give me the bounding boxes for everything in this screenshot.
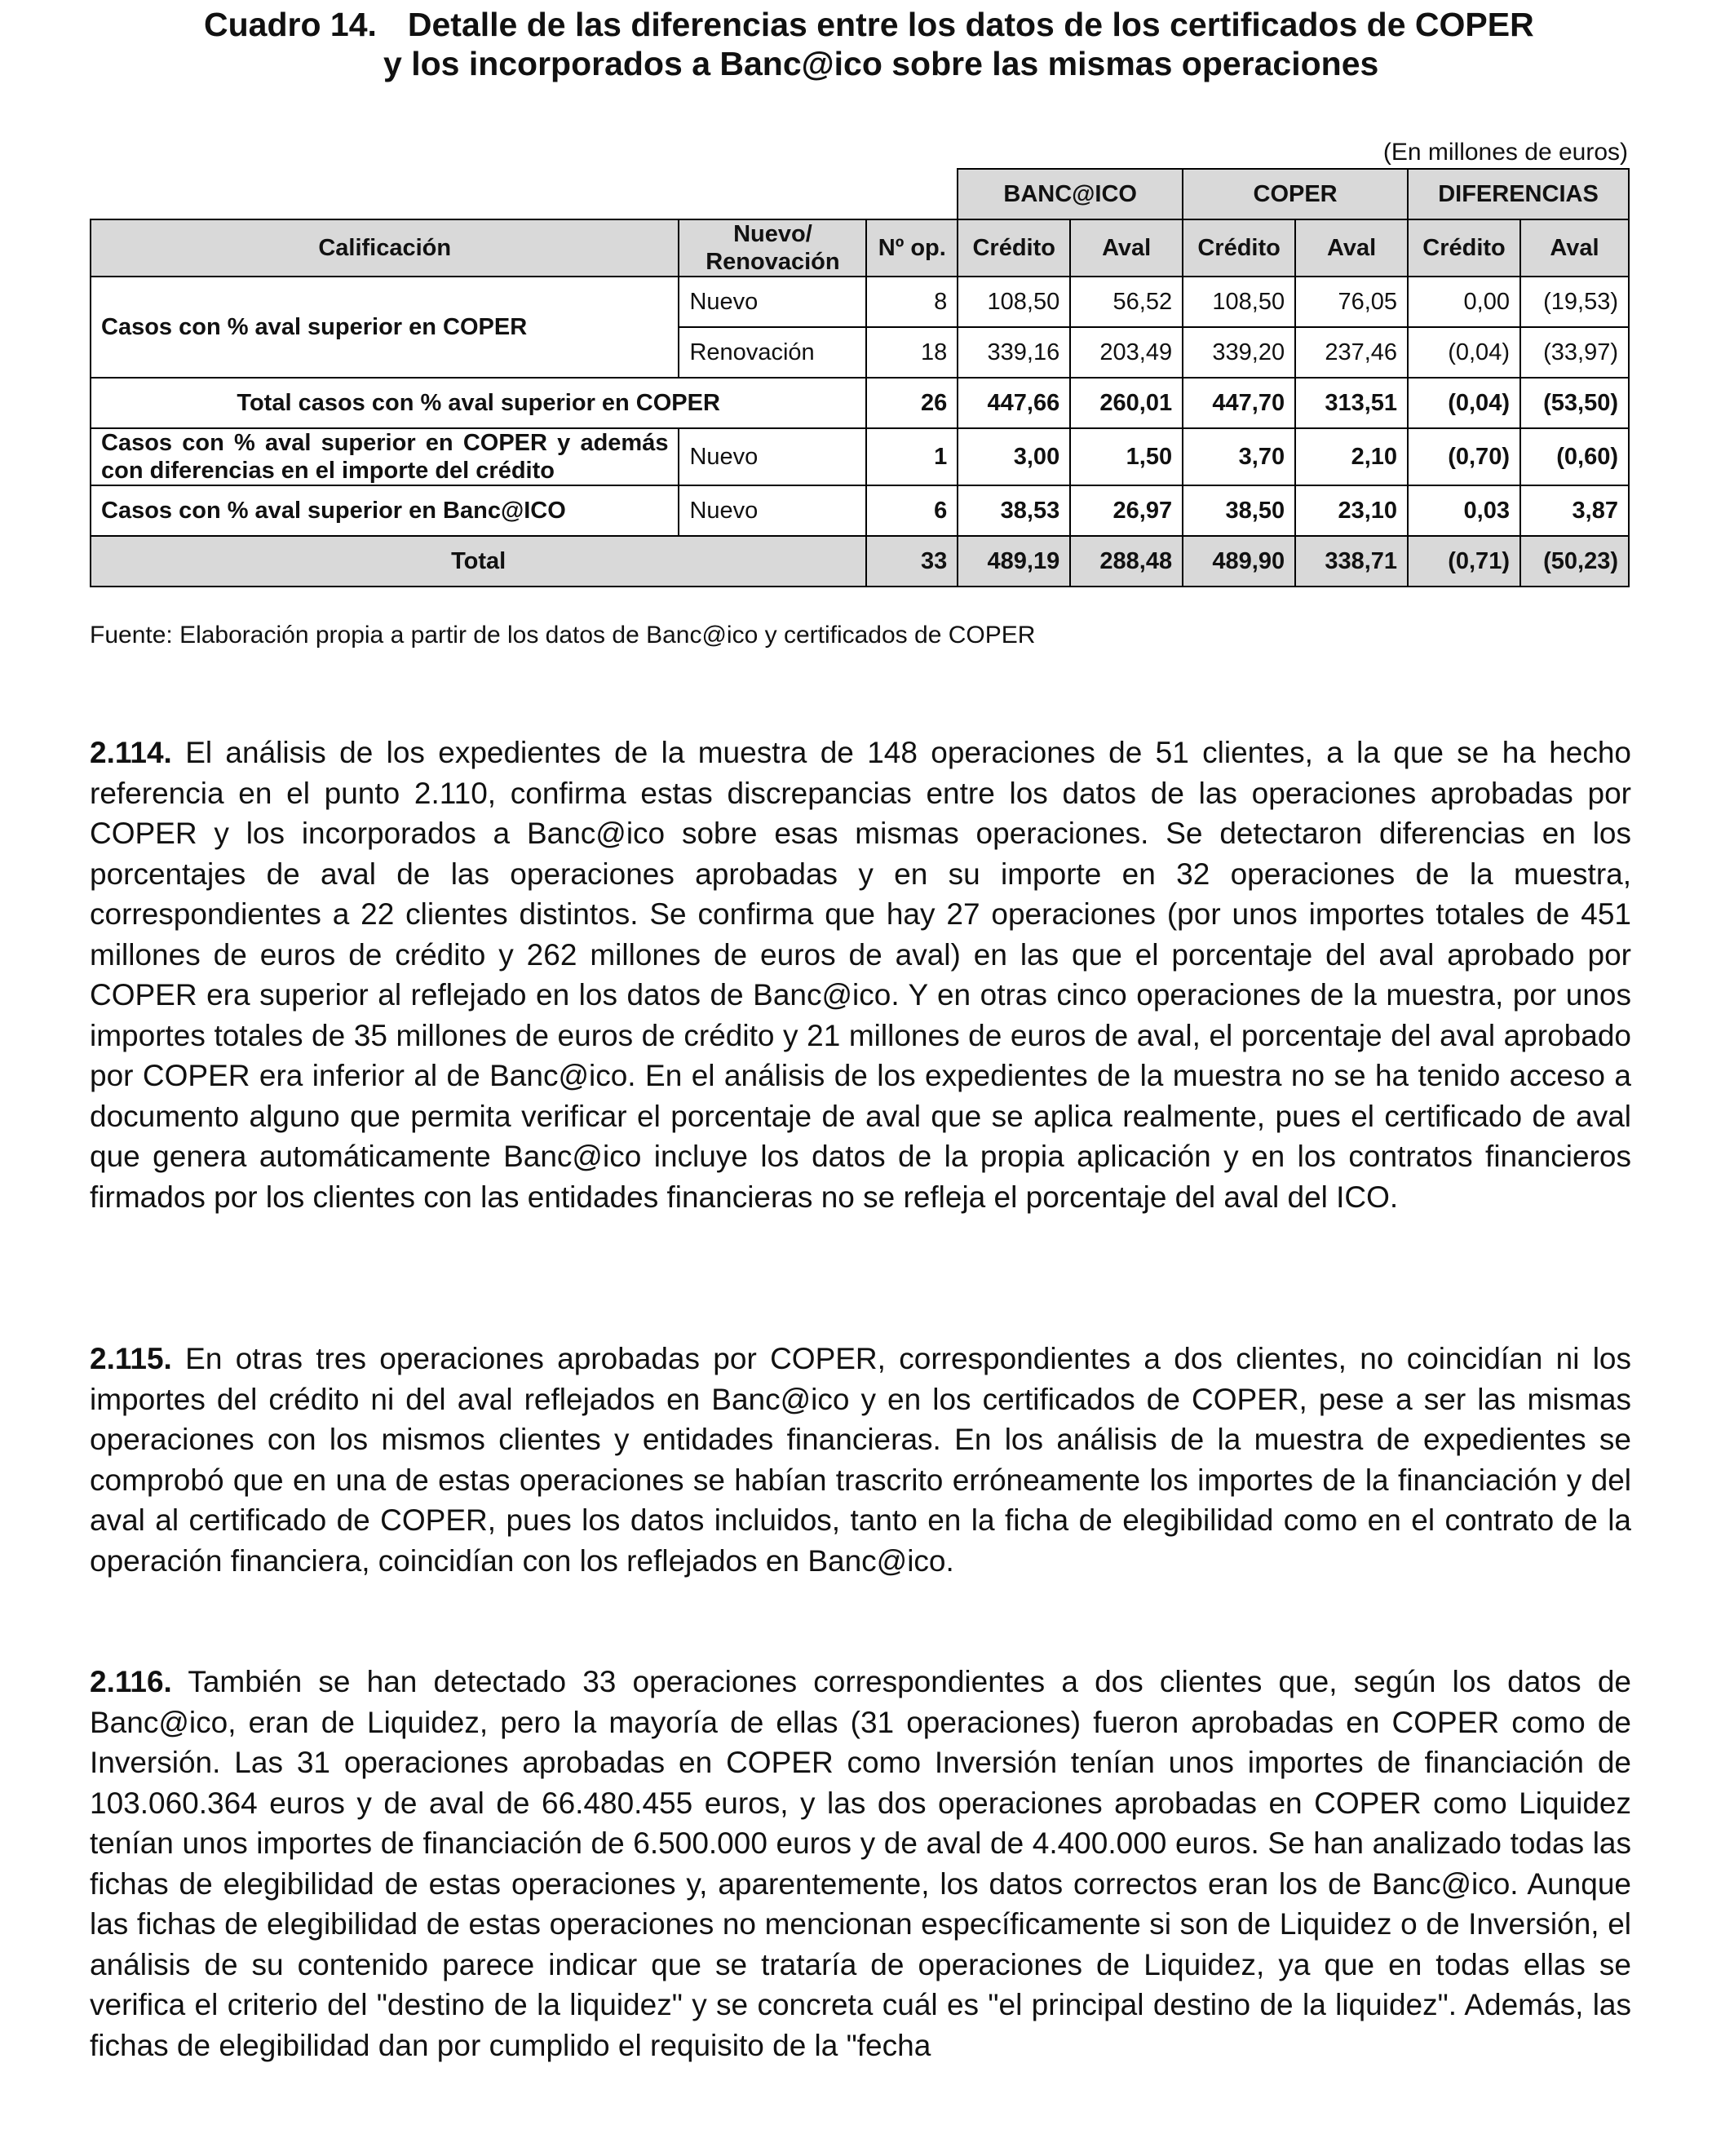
title-label: Cuadro 14. [204,6,377,43]
table-source: Fuente: Elaboración propia a partir de los datos de Banc@ico y certificados de COPER [90,622,1036,649]
row-dif-aval: (19,53) [1520,277,1629,327]
header-dif-aval: Aval [1520,219,1629,277]
group-header-coper: COPER [1183,169,1408,219]
header-bancico-aval: Aval [1070,219,1183,277]
row-banc-aval: 288,48 [1070,536,1183,587]
row-dif-credito: 0,00 [1408,277,1520,327]
group-header-row [91,169,1629,219]
row-nop: 1 [866,428,958,485]
column-header-row [91,219,1629,277]
row-tipo: Nuevo [679,485,866,536]
row-coper-credito: 339,20 [1183,327,1295,378]
row-banc-credito: 489,19 [958,536,1070,587]
header-bancico-credito: Crédito [958,219,1070,277]
row-banc-aval: 56,52 [1070,277,1183,327]
row-tipo: Nuevo [679,428,866,485]
title-line-1 [204,5,1534,44]
row-coper-aval: 338,71 [1295,536,1408,587]
row-banc-aval: 260,01 [1070,378,1183,428]
row-coper-aval: 76,05 [1295,277,1408,327]
row-dif-credito: (0,71) [1408,536,1520,587]
row-coper-credito: 489,90 [1183,536,1295,587]
header-coper-credito: Crédito [1183,219,1295,277]
row-coper-aval: 313,51 [1295,378,1408,428]
row-calificacion: Total casos con % aval superior en COPER [91,378,866,428]
header-calificacion: Calificación [91,219,679,277]
paragraph-2-115 [90,1339,1631,1581]
row-coper-credito: 3,70 [1183,428,1295,485]
row-banc-credito: 108,50 [958,277,1070,327]
header-coper-aval: Aval [1295,219,1408,277]
row-coper-aval: 2,10 [1295,428,1408,485]
row-coper-credito: 38,50 [1183,485,1295,536]
paragraph-text: También se han detectado 33 operaciones correspondientes a dos clientes que, según los datos de Banc@ico, eran de Liquidez, pero la mayoría de ellas (31 operaciones) fueron aprobadas en COPER como de Inversión. Las 31 operaciones aprobadas en COPER como Inversión tenían unos importes de financiación de 103.060.364 euros y de aval de 66.480.455 euros, y las dos operaciones aprobadas en COPER como Liquidez tenían unos importes de financiación de 6.500.000 euros y de aval de 4.400.000 euros. Se han analizado todas las fichas de elegibilidad de estas operaciones y, aparentemente, los datos correctos eran los de Banc@ico. Aunque las fichas de elegibilidad de estas operaciones no mencionan específicamente si son de Liquidez o de Inversión, el análisis de su contenido parece indicar que se trataría de operaciones de Liquidez, ya que en todas ellas se verifica el criterio del "destino de la liquidez" y se concreta cuál es "el principal destino de la liquidez". Además, las fichas de elegibilidad dan por cumplido el requisito de la "fecha [90,1665,1631,2062]
table-row-total [91,536,1629,587]
row-coper-aval: 23,10 [1295,485,1408,536]
paragraph-2-114 [90,733,1631,1217]
row-dif-aval: (0,60) [1520,428,1629,485]
paragraph-number: 2.115. [90,1342,172,1375]
row-dif-credito: (0,04) [1408,327,1520,378]
row-calificacion: Casos con % aval superior en Banc@ICO [91,485,679,536]
row-banc-aval: 26,97 [1070,485,1183,536]
row-dif-aval: (53,50) [1520,378,1629,428]
paragraph-text: El análisis de los expedientes de la muestra de 148 operaciones de 51 clientes, a la que se ha hecho referencia en el punto 2.110, confirma estas discrepancias entre los datos de las operaciones aprobadas por COPER y los incorporados a Banc@ico sobre esas mismas operaciones. Se detectaron diferencias en los porcentajes de aval de las operaciones aprobadas y en su importe en 32 operaciones de la muestra, correspondientes a 22 clientes distintos. Se confirma que hay 27 operaciones (por unos importes totales de 451 millones de euros de crédito y 262 millones de euros de aval) en las que el porcentaje del aval aprobado por COPER era superior al reflejado en los datos de Banc@ico. Y en otras cinco operaciones de la muestra, por unos importes totales de 35 millones de euros de crédito y 21 millones de euros de aval, el porcentaje del aval aprobado por COPER era inferior al de Banc@ico. En el análisis de los expedientes de la muestra no se ha tenido acceso a documento alguno que permita verificar el porcentaje de aval que se aplica realmente, pues el certificado de aval que genera automáticamente Banc@ico incluye los datos de la propia aplicación y en los contratos financieros firmados por los clientes con las entidades financieras no se refleja el porcentaje del aval del ICO. [90,736,1632,1214]
group-header-diferencias: DIFERENCIAS [1408,169,1629,219]
row-dif-aval: 3,87 [1520,485,1629,536]
units-note: (En millones de euros) [1382,139,1628,166]
header-n-op: Nº op. [866,219,958,277]
row-dif-credito: 0,03 [1408,485,1520,536]
title-line-2: y los incorporados a Banc@ico sobre las mismas operaciones [383,45,1379,82]
row-dif-aval: (33,97) [1520,327,1629,378]
row-banc-credito: 38,53 [958,485,1070,536]
row-coper-credito: 447,70 [1183,378,1295,428]
header-nuevo-renovacion: Nuevo/ Renovación [679,219,866,277]
row-coper-credito: 108,50 [1183,277,1295,327]
row-tipo: Nuevo [679,277,866,327]
row-banc-aval: 1,50 [1070,428,1183,485]
row-calificacion: Total [91,536,866,587]
row-tipo: Renovación [679,327,866,378]
data-table [90,168,1630,587]
row-banc-credito: 3,00 [958,428,1070,485]
row-nop: 8 [866,277,958,327]
group-header-bancico: BANC@ICO [958,169,1183,219]
row-dif-credito: (0,70) [1408,428,1520,485]
paragraph-text: En otras tres operaciones aprobadas por COPER, correspondientes a dos clientes, no coincidían ni los importes del crédito ni del aval reflejados en Banc@ico y en los certificados de COPER, pese a ser las mismas operaciones con los mismos clientes y entidades financieras. En los análisis de la muestra de expedientes se comprobó que en una de estas operaciones se habían trascrito erróneamente los importes de la financiación y del aval al certificado de COPER, pues los datos incluidos, tanto en la ficha de elegibilidad como en el contrato de la operación financiera, coincidían con los reflejados en Banc@ico. [90,1342,1632,1578]
table-row-subtotal [91,378,1629,428]
row-banc-credito: 339,16 [958,327,1070,378]
paragraph-2-116 [90,1662,1631,2065]
table-row [91,485,1629,536]
title-text-1: Detalle de las diferencias entre los datos de los certificados de COPER [407,6,1534,43]
header-dif-credito: Crédito [1408,219,1520,277]
row-dif-credito: (0,04) [1408,378,1520,428]
row-banc-credito: 447,66 [958,378,1070,428]
table-row [91,428,1629,485]
row-coper-aval: 237,46 [1295,327,1408,378]
row-nop: 6 [866,485,958,536]
row-calificacion: Casos con % aval superior en COPER y además con diferencias en el importe del crédito [91,428,679,485]
row-dif-aval: (50,23) [1520,536,1629,587]
row-banc-aval: 203,49 [1070,327,1183,378]
row-nop: 26 [866,378,958,428]
row-nop: 33 [866,536,958,587]
row-calificacion: Casos con % aval superior en COPER [91,277,679,378]
row-nop: 18 [866,327,958,378]
paragraph-number: 2.114. [90,736,172,769]
table-row [91,277,1629,327]
paragraph-number: 2.116. [90,1665,172,1698]
